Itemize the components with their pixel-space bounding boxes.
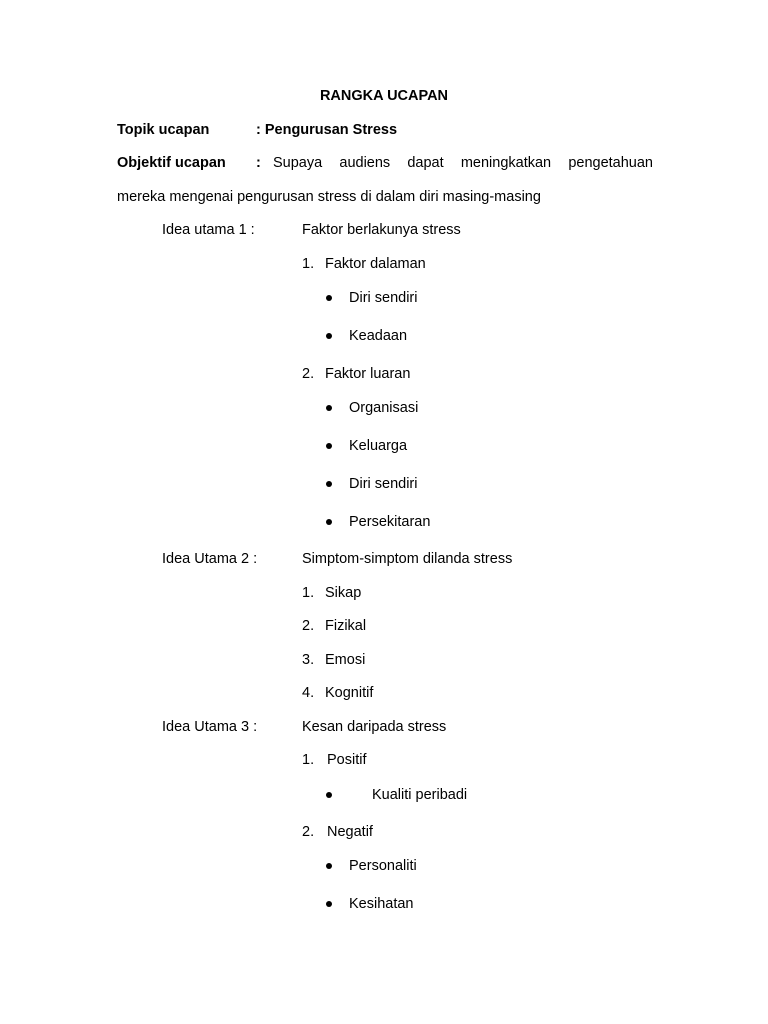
bullet-icon (326, 792, 332, 798)
idea-2-point-4-text: Kognitif (325, 685, 374, 701)
objective-label: Objektif ucapan (117, 155, 226, 171)
idea-3-label: Idea Utama 3 : (162, 719, 258, 735)
idea-2-point-3-num: 3. (302, 652, 315, 668)
idea-2-label: Idea Utama 2 : (162, 551, 258, 567)
objective-colon: : (256, 155, 261, 171)
idea-1-point-2-text: Faktor luaran (325, 366, 411, 382)
idea-3-point-1-text: Positif (327, 752, 367, 768)
bullet-icon (326, 863, 332, 869)
idea-1-label: Idea utama 1 : (162, 222, 255, 238)
idea-1-point-1-bullet-1: Diri sendiri (349, 290, 418, 306)
idea-2-point-2-num: 2. (302, 618, 315, 634)
idea-1-point-2-bullet-1: Organisasi (349, 400, 419, 416)
idea-3-point-2-bullet-2: Kesihatan (349, 896, 414, 912)
idea-3-point-1-bullet-1: Kualiti peribadi (372, 787, 468, 803)
topic-value: : Pengurusan Stress (256, 122, 398, 138)
idea-3-point-2-text: Negatif (327, 824, 373, 840)
objective-line1: Supaya audiens dapat meningkatkan pengetahuan (273, 155, 653, 171)
idea-2-point-4-num: 4. (302, 685, 315, 701)
idea-1-point-1-bullet-2: Keadaan (349, 328, 408, 344)
idea-3-heading: Kesan daripada stress (302, 719, 447, 735)
idea-2-point-1-text: Sikap (325, 585, 362, 601)
idea-3-point-2-bullet-1: Personaliti (349, 858, 417, 874)
bullet-icon (326, 295, 332, 301)
idea-2-point-3-text: Emosi (325, 652, 366, 668)
bullet-icon (326, 481, 332, 487)
idea-1-point-2-num: 2. (302, 366, 315, 382)
bullet-icon (326, 405, 332, 411)
idea-3-point-2-num: 2. (302, 824, 315, 840)
idea-2-point-1-num: 1. (302, 585, 315, 601)
idea-1-point-1-text: Faktor dalaman (325, 256, 426, 272)
idea-3-point-1-num: 1. (302, 752, 315, 768)
bullet-icon (326, 443, 332, 449)
bullet-icon (326, 333, 332, 339)
idea-1-point-2-bullet-3: Diri sendiri (349, 476, 418, 492)
page-title: RANGKA UCAPAN (319, 88, 449, 104)
bullet-icon (326, 519, 332, 525)
bullet-icon (326, 901, 332, 907)
topic-label: Topik ucapan (117, 122, 210, 138)
idea-1-heading: Faktor berlakunya stress (302, 222, 461, 238)
objective-line2: mereka mengenai pengurusan stress di dalam diri masing-masing (117, 189, 541, 205)
idea-1-point-2-bullet-4: Persekitaran (349, 514, 431, 530)
idea-2-heading: Simptom-simptom dilanda stress (302, 551, 513, 567)
idea-1-point-2-bullet-2: Keluarga (349, 438, 408, 454)
idea-2-point-2-text: Fizikal (325, 618, 367, 634)
idea-1-point-1-num: 1. (302, 256, 315, 272)
